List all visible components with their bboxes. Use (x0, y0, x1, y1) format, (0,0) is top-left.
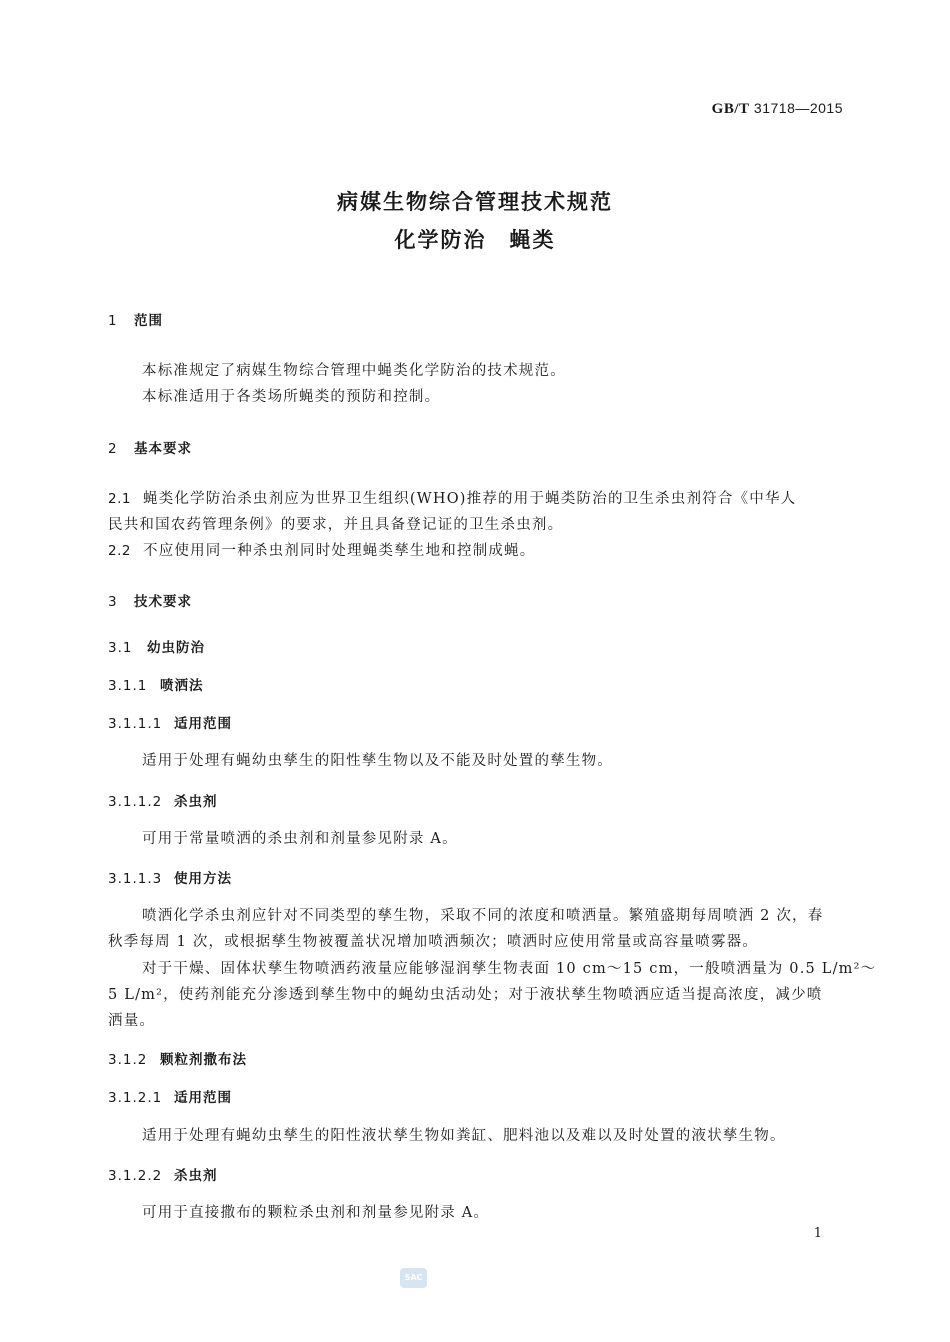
clause-2-1-line-2: 民共和国农药管理条例》的要求，并且具备登记证的卫生杀虫剂。 (108, 517, 564, 533)
clause-2-1-number: 2.1 (108, 491, 131, 507)
document-title-line1: 病媒生物综合管理技术规范 (337, 190, 613, 214)
section-3-1-1-3-p2-line3: 洒量。 (108, 1013, 156, 1029)
section-3-1-2-2-text: 可用于直接撒布的颗粒杀虫剂和剂量参见附录 A。 (142, 1205, 490, 1221)
section-3-1-2-1-number: 3.1.2.1 (108, 1090, 163, 1106)
section-3-1-1-1-number: 3.1.1.1 (108, 716, 163, 732)
section-3-1-1-heading (108, 674, 204, 694)
section-3-1-1-1-heading (108, 712, 232, 732)
section-3-1-1-3-number: 3.1.1.3 (108, 871, 163, 887)
standard-prefix: GB/T (711, 101, 750, 117)
section-3-1-2-2-heading (108, 1164, 218, 1184)
section-1-heading (108, 309, 163, 329)
section-3-1-1-2-number: 3.1.1.2 (108, 794, 163, 810)
section-3-1-1-2-heading (108, 790, 218, 810)
section-3-1-1-3-title: 使用方法 (174, 871, 232, 887)
section-3-1-2-1-heading (108, 1086, 232, 1106)
section-3-1-2-2-title: 杀虫剂 (174, 1168, 218, 1184)
section-3-1-1-number: 3.1.1 (108, 678, 148, 694)
section-2-heading (108, 437, 192, 457)
section-3-1-2-heading (108, 1048, 247, 1068)
document-title-line2: 化学防治 蝇类 (394, 228, 556, 252)
section-3-1-2-2-number: 3.1.2.2 (108, 1168, 163, 1184)
section-3-1-2-1-title: 适用范围 (174, 1090, 232, 1106)
section-2-title: 基本要求 (134, 441, 192, 457)
section-3-1-2-title: 颗粒剂撒布法 (160, 1052, 247, 1068)
section-3-1-1-1-title: 适用范围 (174, 716, 232, 732)
section-3-title: 技术要求 (134, 594, 192, 610)
clause-2-2-number: 2.2 (108, 543, 131, 559)
section-3-1-1-3-p1-line1: 喷洒化学杀虫剂应针对不同类型的孳生物，采取不同的浓度和喷洒量。繁殖盛期每周喷洒 2 次，春 (142, 908, 824, 924)
section-3-1-2-number: 3.1.2 (108, 1052, 148, 1068)
section-3-1-heading (108, 636, 205, 656)
clause-2-1-line-1 (108, 487, 796, 508)
page-number: 1 (813, 1226, 822, 1241)
section-3-1-1-3-p2-line2: 5 L/m²，使药剂能充分渗透到孳生物中的蝇幼虫活动处；对于液状孳生物喷洒应适当提高浓度，减少喷 (108, 987, 823, 1003)
section-3-1-2-1-text: 适用于处理有蝇幼虫孳生的阳性液状孳生物如粪缸、肥料池以及难以及时处置的液状孳生物。 (142, 1128, 786, 1144)
sac-logo-icon: SAC (400, 1268, 427, 1288)
section-2-number: 2 (108, 441, 118, 457)
section-3-1-1-2-title: 杀虫剂 (174, 794, 218, 810)
section-3-1-1-3-p2-line1: 对于干燥、固体状孳生物喷洒药液量应能够湿润孳生物表面 10 cm～15 cm，一般喷洒量为 0.5 L/m²～ (142, 961, 877, 977)
section-1-paragraph-2: 本标准适用于各类场所蝇类的预防和控制。 (142, 389, 441, 405)
section-3-1-1-3-p1-line2: 秋季每周 1 次，或根据孳生物被覆盖状况增加喷洒频次；喷洒时应使用常量或高容量喷雾器。 (108, 934, 759, 950)
section-1-title: 范围 (134, 313, 163, 329)
standard-code (712, 100, 843, 118)
section-1-number: 1 (108, 313, 118, 329)
section-3-heading (108, 590, 192, 610)
section-3-1-1-2-text: 可用于常量喷洒的杀虫剂和剂量参见附录 A。 (142, 831, 458, 847)
clause-2-2-text: 不应使用同一种杀虫剂同时处理蝇类孳生地和控制成蝇。 (143, 543, 536, 559)
section-3-1-title: 幼虫防治 (147, 640, 205, 656)
clause-2-1-text-1: 蝇类化学防治杀虫剂应为世界卫生组织(WHO)推荐的用于蝇类防治的卫生杀虫剂符合《中华人 (143, 491, 797, 507)
section-3-number: 3 (108, 594, 118, 610)
section-3-1-1-1-text: 适用于处理有蝇幼虫孳生的阳性孳生物以及不能及时处置的孳生物。 (142, 753, 613, 769)
clause-2-2 (108, 539, 536, 560)
section-1-paragraph-1: 本标准规定了病媒生物综合管理中蝇类化学防治的技术规范。 (142, 363, 566, 379)
section-3-1-1-3-heading (108, 867, 232, 887)
section-3-1-1-title: 喷洒法 (160, 678, 204, 694)
standard-number: 31718—2015 (753, 100, 843, 116)
section-3-1-number: 3.1 (108, 640, 133, 656)
